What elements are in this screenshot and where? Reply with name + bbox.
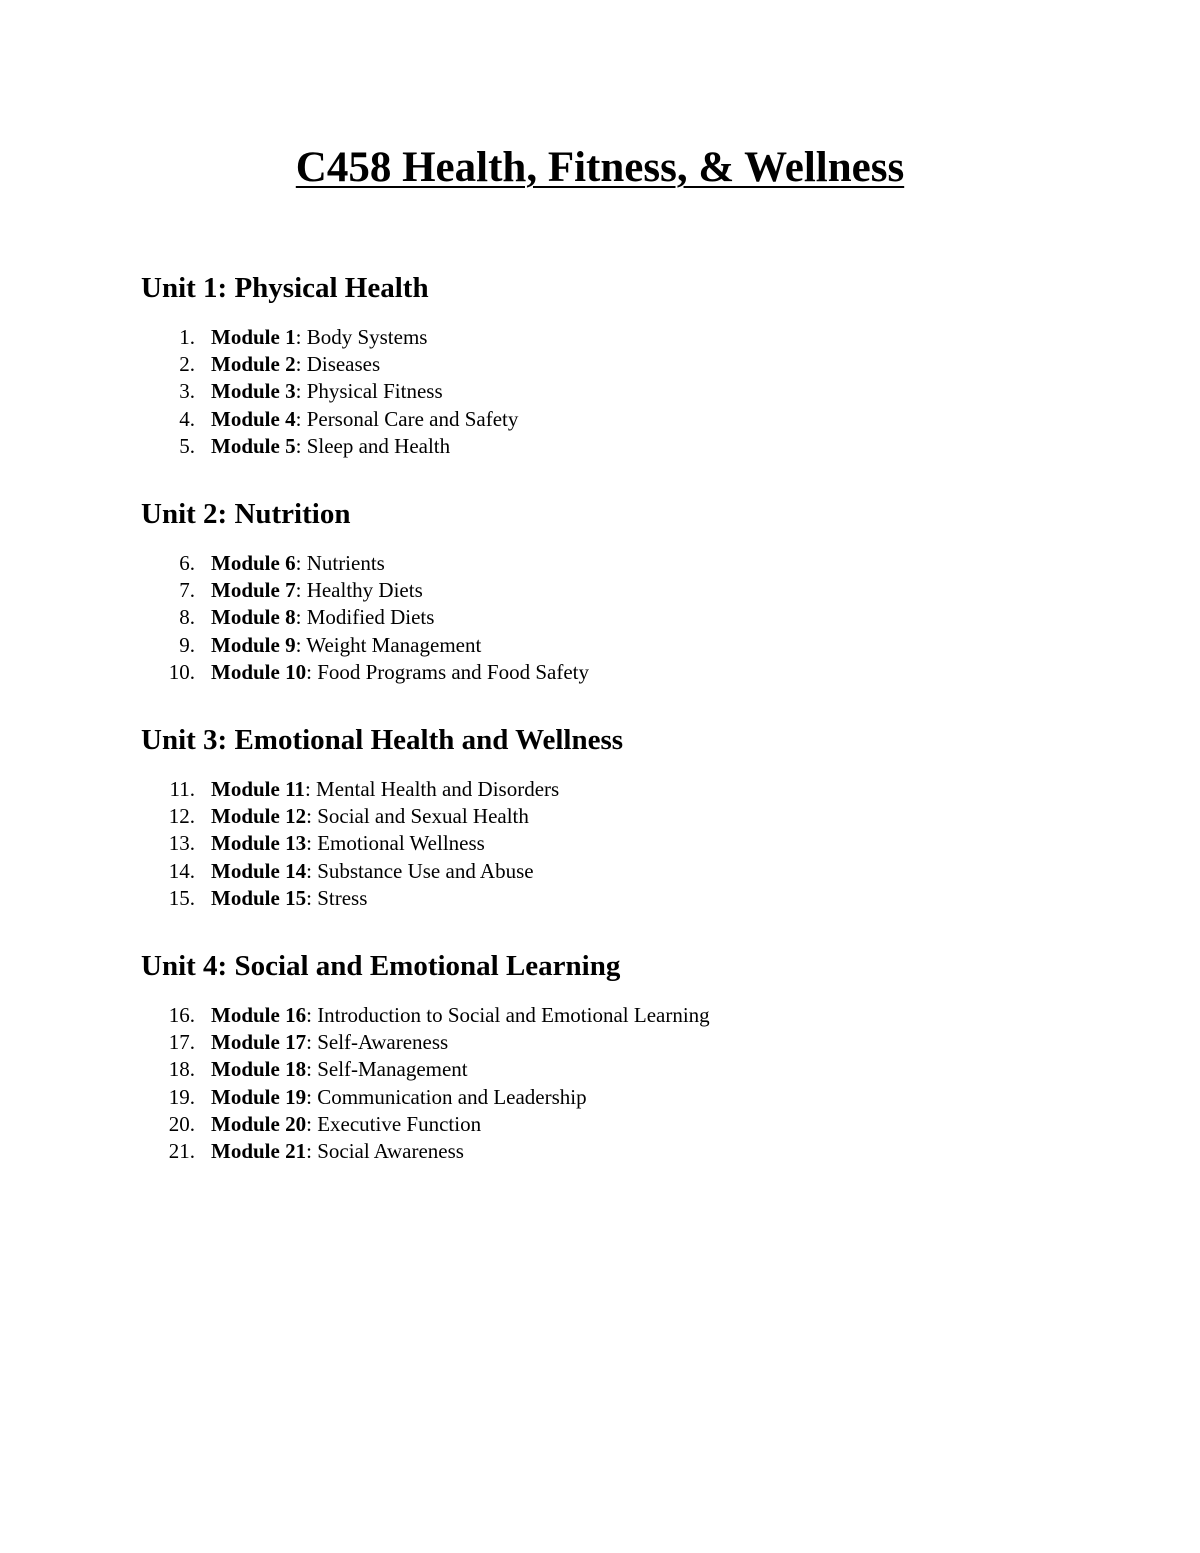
module-topic: Sleep and Health [301,433,451,458]
module-separator: : [295,632,302,657]
module-number: 11. [169,777,195,801]
module-item [141,604,1101,631]
module-number: 5. [179,433,195,458]
module-item [141,776,1101,803]
module-topic: Food Programs and Food Safety [311,659,590,684]
module-topic: Physical Fitness [301,379,443,404]
module-number: 10. [168,659,195,684]
module-separator: : [306,831,312,856]
module-topic: Modified Diets [301,605,435,630]
module-number: 14. [168,858,195,883]
module-label: Module 15 [211,885,307,910]
module-separator: : [306,1003,312,1027]
module-label: Module 7 [211,578,296,603]
module-item [141,324,1101,351]
module-number: 7. [179,578,195,603]
unit-2-module-list [141,550,1101,686]
module-separator: : [295,433,302,458]
module-separator: : [295,325,302,349]
module-label: Module 14 [211,858,307,883]
module-separator: : [306,1138,312,1163]
module-label: Module 12 [211,804,307,829]
module-topic: Mental Health and Disorders [310,777,560,801]
module-label: Module 11 [211,777,305,801]
module-item [141,1138,1101,1165]
unit-1-heading: Unit 1: Physical Health [141,272,429,304]
module-item [141,1029,1101,1056]
module-item [141,858,1101,885]
module-topic: Self-Management [311,1057,468,1082]
module-label: Module 21 [211,1138,307,1163]
module-item [141,378,1101,405]
module-topic: Weight Management [301,632,482,657]
module-number: 19. [168,1084,195,1109]
module-number: 6. [179,551,195,575]
module-label: Module 17 [211,1030,307,1055]
module-separator: : [295,379,302,404]
module-item [141,1111,1101,1138]
module-number: 17. [168,1030,195,1055]
module-separator: : [295,605,302,630]
module-separator: : [306,1057,312,1082]
unit-3-heading: Unit 3: Emotional Health and Wellness [141,724,624,756]
unit-3-module-list [141,776,1101,912]
unit-1-section [141,268,1101,460]
module-topic: Social Awareness [311,1138,464,1163]
module-number: 12. [168,804,195,829]
module-number: 4. [179,406,195,431]
module-item [141,1084,1101,1111]
module-item [141,830,1101,857]
module-separator: : [306,858,312,883]
module-topic: Social and Sexual Health [311,804,529,829]
module-item [141,632,1101,659]
module-separator: : [295,578,302,603]
module-label: Module 4 [211,406,296,431]
module-label: Module 6 [211,551,296,575]
document-title-text: C458 Health, Fitness, & Wellness [295,144,905,191]
module-separator: : [304,777,311,801]
module-label: Module 5 [211,433,296,458]
unit-4-heading: Unit 4: Social and Emotional Learning [141,950,621,982]
module-label: Module 19 [211,1084,307,1109]
module-separator: : [306,1030,312,1055]
module-label: Module 2 [211,352,296,377]
module-topic: Body Systems [301,325,428,349]
module-label: Module 20 [211,1111,307,1136]
module-number: 9. [179,632,195,657]
module-number: 18. [168,1057,195,1082]
module-label: Module 1 [211,325,296,349]
module-separator: : [306,1111,312,1136]
module-label: Module 9 [211,632,296,657]
module-separator: : [306,659,312,684]
module-topic: Executive Function [311,1111,482,1136]
module-item [141,550,1101,577]
document-title [0,138,1200,198]
module-separator: : [306,1084,312,1109]
module-separator: : [306,804,312,829]
module-label: Module 10 [211,659,307,684]
module-separator: : [295,352,302,377]
module-number: 20. [168,1111,195,1136]
module-item [141,433,1101,460]
unit-3-section [141,720,1101,912]
module-topic: Diseases [301,352,381,377]
module-number: 16. [168,1003,195,1027]
module-label: Module 8 [211,605,296,630]
unit-2-heading: Unit 2: Nutrition [141,498,351,530]
module-item [141,1056,1101,1083]
module-topic: Personal Care and Safety [301,406,519,431]
module-number: 13. [168,831,195,856]
module-separator: : [306,885,312,910]
module-label: Module 16 [211,1003,307,1027]
module-item [141,659,1101,686]
module-topic: Stress [311,885,368,910]
module-topic: Nutrients [301,551,385,575]
module-separator: : [295,551,302,575]
module-number: 15. [168,885,195,910]
module-topic: Self-Awareness [311,1030,449,1055]
unit-4-section [141,946,1101,1165]
module-topic: Healthy Diets [301,578,423,603]
module-topic: Communication and Leadership [311,1084,587,1109]
module-number: 3. [179,379,195,404]
module-topic: Substance Use and Abuse [311,858,534,883]
module-item [141,406,1101,433]
module-item [141,803,1101,830]
unit-2-section [141,494,1101,686]
module-item [141,885,1101,912]
module-number: 21. [168,1138,195,1163]
module-topic: Emotional Wellness [311,831,485,856]
module-item [141,577,1101,604]
module-label: Module 13 [211,831,307,856]
module-number: 8. [179,605,195,630]
module-label: Module 3 [211,379,296,404]
unit-1-module-list [141,324,1101,460]
unit-4-module-list [141,1002,1101,1165]
module-number: 2. [179,352,195,377]
module-item [141,351,1101,378]
module-item [141,1002,1101,1029]
module-separator: : [295,406,302,431]
module-number: 1. [179,325,195,349]
module-topic: Introduction to Social and Emotional Learning [311,1003,710,1027]
module-label: Module 18 [211,1057,307,1082]
